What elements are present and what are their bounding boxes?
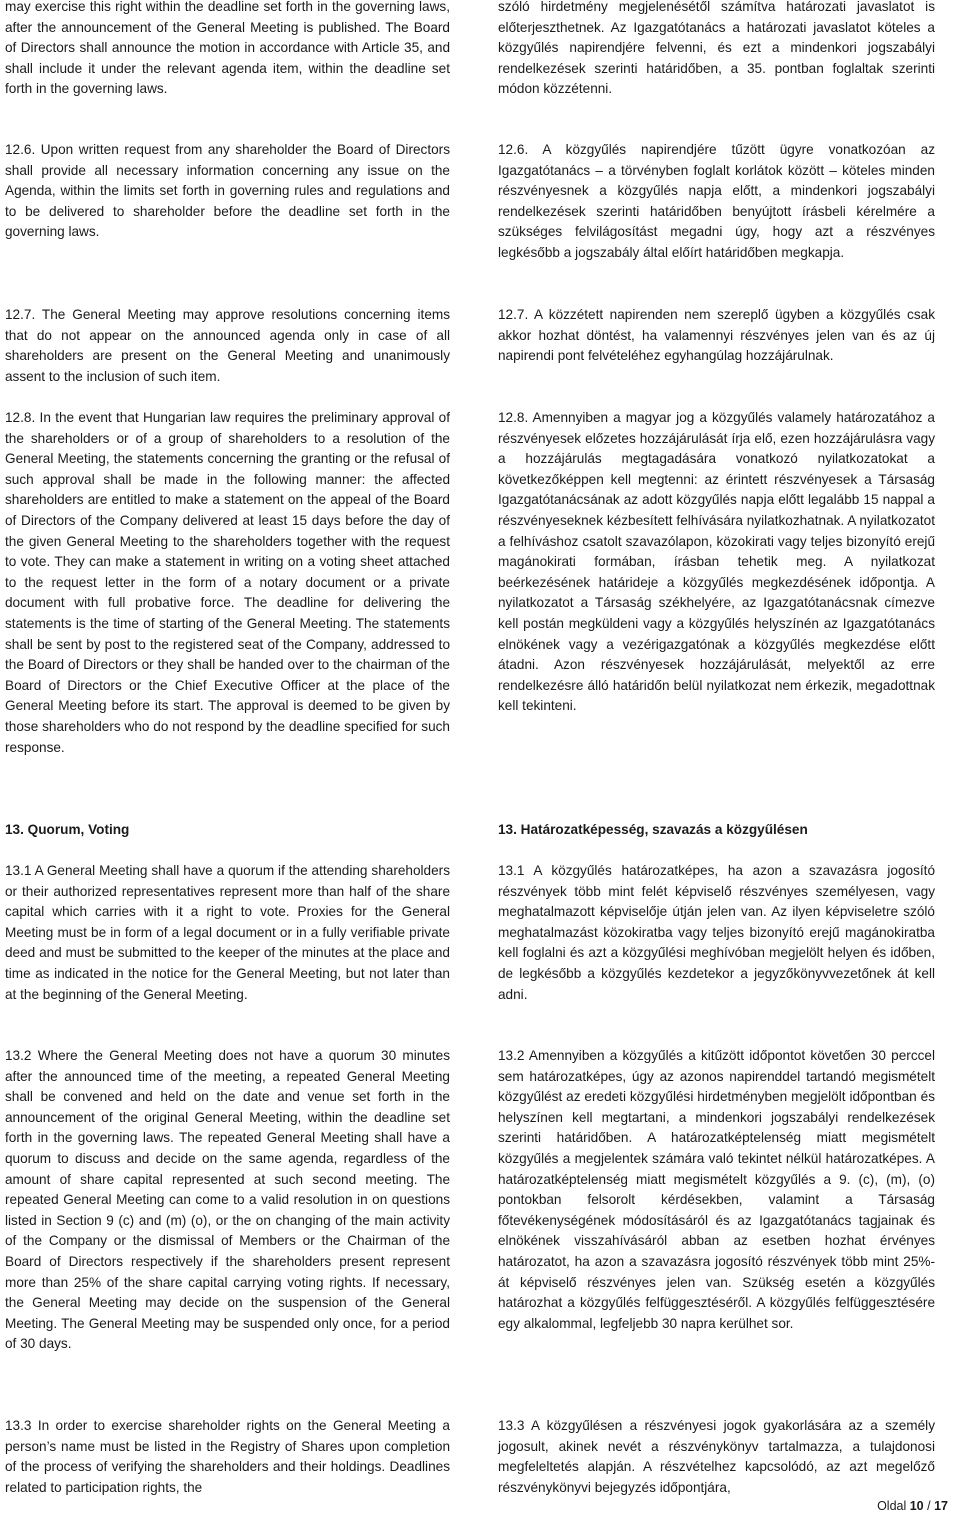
- en-paragraph-12-6: 12.6. Upon written request from any shareholder the Board of Directors shall provide all necessary information concerning any issue on the Agenda, within the limits set forth in governing rules and regulations and to be delivered to shareholder before the deadline set forth in the governing laws.: [5, 142, 450, 240]
- page-separator: /: [927, 1499, 931, 1513]
- hu-section-heading-13: 13. Határozatképesség, szavazás a közgyűlésen: [498, 822, 808, 837]
- en-paragraph-13-1: 13.1 A General Meeting shall have a quorum if the attending shareholders or their authorized representatives represent more than half of the share capital which carries with it a right to vote. Proxies for the General Meeting must be in form of a legal document or in a fully verifiable private deed and must be submitted to the keeper of the minutes at the place and time as indicated in the notice for the General Meeting, but not later than at the beginning of the General Meeting.: [5, 863, 450, 1002]
- hu-paragraph-12-6: 12.6. A közgyűlés napirendjére tűzött ügyre vonatkozóan az Igazgatótanács – a törvényben foglalt korlátok között – köteles minden részvényesnek a közgyűlés napja előtt, a mindenkori jogszabályi rendelkezések szerinti határidőben benyújtott írásbeli kérelmére a szükséges felvilágosítást megadni úgy, hogy azt a részvényes legkésőbb a jogszabály által előírt határidőben megkapja.: [498, 142, 935, 260]
- en-paragraph-13-2: 13.2 Where the General Meeting does not have a quorum 30 minutes after the announced time of the meeting, a repeated General Meeting shall be convened and held on the date and venue set forth in the announcement of the original General Meeting, within the deadline set forth in the governing laws. The repeated General Meeting shall have a quorum to discuss and decide on the same agenda, regardless of the amount of share capital represented at such second meeting. The repeated General Meeting can come to a valid resolution in on questions listed in Section 9 (c) and (m) (o), or the on changing of the main activity of the Company or the dismissal of Members or the Chairman of the Board of Directors respectively if the shareholders present represent more than 25% of the share capital carrying voting rights. If necessary, the General Meeting may decide on the suspension of the General Meeting. The General Meeting may be suspended only once, for a period of 30 days.: [5, 1048, 450, 1352]
- page-current: 10: [909, 1499, 924, 1513]
- hu-paragraph-continuation: szóló hirdetmény megjelenésétől számítva határozati javaslatot is előterjeszthetnek. Az Igazgatótanács a határozati javaslatot köteles a közgyűlés napirendjére felvenni, és ezt a mindenkori jogszabályi rendelkezések szerinti határidőben, a 35. pontban foglaltak szerinti módon közzétenni.: [498, 0, 935, 97]
- page-number-footer: [877, 1497, 948, 1515]
- page-label: Oldal: [877, 1499, 907, 1513]
- hu-paragraph-13-3: 13.3 A közgyűlésen a részvényesi jogok gyakorlására az a személy jogosult, akinek nevét a részvénykönyv tartalmazza, a tulajdonosi megfeleltetés alapján. A részvételhez kapcsolódó, az azt megelőző részvénykönyvi bejegyzés időpontjára,: [498, 1418, 935, 1495]
- hu-paragraph-12-8: 12.8. Amennyiben a magyar jog a közgyűlés valamely határozatához a részvényesek előzetes hozzájárulását írja elő, ezen hozzájárulásra vagy a hozzájárulás megtagadására vonatkozó nyilatkozatokat a következőképpen kell megtenni: az érintett részvényesek a Társaság Igazgatótanácsának az adott közgyűlés napja előtt legalább 15 nappal a részvényeseknek kézbesített felhívására nyilatkozhatnak. A nyilatkozatot a felhíváshoz csatolt szavazólapon, közokirati vagy teljes bizonyító erejű magánokirati formában, írásban tehetik meg. A nyilatkozat beérkezésének határideje a közgyűlés megkezdésének időpontja. A nyilatkozatot a Társaság székhelyére, az Igazgatótanácsnak címezve kell postán megküldeni vagy a közgyűlés helyszínén az Igazgatótanács elnökének vagy a vezérigazgatónak a közgyűlés megkezdése előtt átadni. Azon részvényesek hozzájárulását, melyektől az erre rendelkezésre álló határidőn belül nyilatkozat nem érkezik, megadottnak kell tekinteni.: [498, 410, 935, 714]
- en-paragraph-13-3: 13.3 In order to exercise shareholder rights on the General Meeting a person’s name must be listed in the Registry of Shares upon completion of the process of verifying the shareholders and their holdings. Deadlines related to participation rights, the: [5, 1418, 450, 1495]
- en-paragraph-continuation: may exercise this right within the deadline set forth in the governing laws, after the announcement of the General Meeting is published. The Board of Directors shall announce the motion in accordance with Article 35, and shall include it under the relevant agenda item, within the deadline set forth in the governing laws.: [5, 0, 450, 97]
- en-section-heading-13: 13. Quorum, Voting: [5, 822, 130, 837]
- hu-paragraph-12-7: 12.7. A közzétett napirenden nem szereplő ügyben a közgyűlés csak akkor hozhat döntést, ha valamennyi részvényes jelen van és az új napirendi pont felvételéhez egyhangúlag hozzájárulnak.: [498, 307, 935, 364]
- en-paragraph-12-8: 12.8. In the event that Hungarian law requires the preliminary approval of the shareholders or of a group of shareholders to a resolution of the General Meeting, the statements concerning the granting or the refusal of such approval shall be made in the following manner: the affected shareholders are entitled to make a statement on the appeal of the Board of Directors of the Company delivered at least 15 days before the day of the given General Meeting to the shareholders together with the request to vote. They can make a statement in writing on a voting sheet attached to the request letter in the form of a notary document or a private document with full probative force. The deadline for delivering the statements is the time of starting of the General Meeting. The statements shall be sent by post to the registered seat of the Company, addressed to the Board of Directors or they shall be handed over to the chairman of the Board of Directors or the Chief Executive Officer at the place of the General Meeting before its start. The approval is deemed to be given by those shareholders who do not respond by the deadline specified for such response.: [5, 410, 450, 755]
- hu-paragraph-13-2: 13.2 Amennyiben a közgyűlés a kitűzött időpontot követően 30 perccel sem határozatképes, úgy az azonos napirenddel tartandó megismételt közgyűlést az eredeti közgyűlési hirdetményben megjelölt időpontban és helyszínen kell megtartani, a mindenkori jogszabályi rendelkezések szerinti határidőben. A határozatképtelenség miatt megismételt közgyűlés a megjelentek számára való tekintet nélkül határozatképes. A határozatképtelenség miatt megismételt közgyűlés a 9. (c), (m), (o) pontokban felsorolt kérdésekben, valamint a Társaság főtevékenységének módosításáról és az Igazgatótanács tagjainak és elnökének visszahívásáról abban az esetben hozhat érvényes határozatot, ha azon a szavazásra jogosító részvények több mint 25%-át képviselő részvényes jelen van. Szükség esetén a közgyűlés határozhat a közgyűlés felfüggesztéséről. A közgyűlés felfüggesztésére egy alkalommal, legfeljebb 30 napra kerülhet sor.: [498, 1048, 935, 1331]
- page-total: 17: [934, 1499, 948, 1513]
- hu-paragraph-13-1: 13.1 A közgyűlés határozatképes, ha azon a szavazásra jogosító részvények több mint felét képviselő részvényes személyesen, vagy meghatalmazott képviselője útján jelen van. Az ilyen képviseletre szóló meghatalmazást közokiratba vagy teljes bizonyító erejű magánokiratba kell foglalni és azt a közgyűlési meghívóban megjelölt helyen és időben, de legkésőbb a közgyűlés kezdetekor a jegyzőkönyvvezetőnek át kell adni.: [498, 863, 935, 1002]
- en-paragraph-12-7: 12.7. The General Meeting may approve resolutions concerning items that do not appear on the announced agenda only in case of all shareholders are present on the General Meeting and unanimously assent to the inclusion of such item.: [5, 307, 450, 384]
